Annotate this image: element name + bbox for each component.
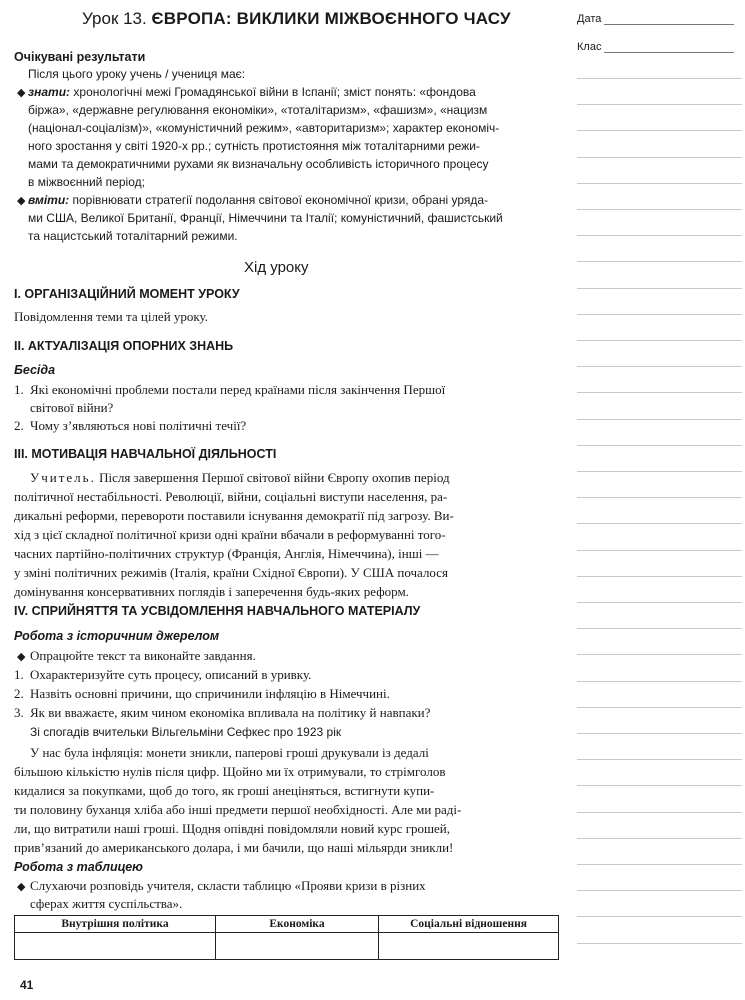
page-number: 41 — [20, 978, 34, 992]
table-header-row — [15, 916, 559, 933]
note-line — [577, 445, 742, 446]
bullet-icon: ◆ — [17, 651, 26, 663]
source-line-6: прив’язаний до американського долара, і ми бачили, що наші мільярди зникли! — [14, 840, 454, 855]
s3-line-5: часних партійно-політичних структур (Франція, Англія, Німеччина), інші — — [14, 546, 439, 561]
section-1-text: Повідомлення теми та цілей уроку. — [14, 309, 208, 324]
section-1-title: І. ОРГАНІЗАЦІЙНИЙ МОМЕНТ УРОКУ — [14, 287, 240, 301]
note-line — [577, 183, 742, 184]
speaker-label: Учитель. — [30, 470, 96, 485]
note-line — [577, 785, 742, 786]
s4-item-1-num: 1. — [14, 667, 24, 682]
outcomes-heading: Очікувані результати — [14, 50, 146, 64]
note-line — [577, 733, 742, 734]
know-line-4: ного зростання у світі 1920-х рр.; сутність протистояння між тоталітарними режи- — [28, 139, 480, 153]
table-row — [15, 933, 559, 960]
source-line-4: ти половину буханця хліба або інші предмети першої необхідності. Але ми раді- — [14, 802, 462, 817]
table-header-cell: Внутрішня політика — [15, 916, 216, 933]
s3-line-6: у зміні політичних режимів (Італія, країни Східної Європи). У США почалося — [14, 565, 449, 580]
source-line-2: більшою кількістю нулів після цифр. Щойно ми їх отримували, то стрімголов — [14, 764, 446, 779]
note-line — [577, 340, 742, 341]
section-3-title: ІІІ. МОТИВАЦІЯ НАВЧАЛЬНОЇ ДІЯЛЬНОСТІ — [14, 447, 277, 461]
s4-item-2-num: 2. — [14, 686, 24, 701]
table-task-line-2: сферах життя суспільства». — [30, 896, 183, 911]
note-line — [577, 419, 742, 420]
s4-task: Опрацюйте текст та виконайте завдання. — [30, 648, 256, 663]
note-line — [577, 261, 742, 262]
s4-item-3: Як ви вважаєте, яким чином економіка впливала на політику й навпаки? — [30, 705, 431, 720]
note-line — [577, 235, 742, 236]
table-cell[interactable] — [216, 933, 379, 960]
note-line — [577, 628, 742, 629]
s3-line-3: дикальні реформи, перевороти поставили існування демократії під загрозу. Ви- — [14, 508, 454, 523]
note-line — [577, 209, 742, 210]
table-cell[interactable] — [379, 933, 559, 960]
note-line — [577, 602, 742, 603]
s4-item-3-num: 3. — [14, 705, 24, 720]
note-line — [577, 104, 742, 105]
note-line — [577, 838, 742, 839]
note-line — [577, 157, 742, 158]
s3-line-7: домінування консервативних поглядів і заперечення будь-яких реформ. — [14, 584, 409, 599]
section-4-title: IV. СПРИЙНЯТТЯ ТА УСВІДОМЛЕННЯ НАВЧАЛЬНОГО МАТЕРІАЛУ — [14, 604, 421, 618]
know-label: знати: — [28, 85, 71, 99]
source-line-5: ли, що витратили наші гроші. Щодня опівдні повідомляли новий курс грошей, — [14, 821, 451, 836]
main-column — [14, 0, 562, 1000]
know-line-6: в міжвоєнний період; — [28, 175, 145, 189]
note-line — [577, 576, 742, 577]
section-4-sub-1: Робота з історичним джерелом — [14, 629, 220, 643]
course-heading: Хід уроку — [244, 259, 309, 276]
table-task-line-1: Слухаючи розповідь учителя, скласти таблицю «Прояви кризи в різних — [30, 878, 426, 893]
q2-number: 2. — [14, 418, 24, 433]
s4-item-2: Назвіть основні причини, що спричинили інфляцію в Німеччині. — [30, 686, 390, 701]
bullet-icon: ◆ — [17, 195, 26, 207]
note-line — [577, 130, 742, 131]
note-line — [577, 864, 742, 865]
section-4-sub-2: Робота з таблицею — [14, 860, 143, 874]
know-line-1 — [28, 85, 476, 99]
note-line — [577, 759, 742, 760]
source-line-1: У нас була інфляція: монети зникли, паперові гроші друкували із дедалі — [30, 745, 429, 760]
section-2-title: ІІ. АКТУАЛІЗАЦІЯ ОПОРНИХ ЗНАНЬ — [14, 339, 234, 353]
date-underline[interactable] — [604, 12, 734, 25]
s3-line-1 — [30, 470, 450, 486]
q1-number: 1. — [14, 382, 24, 397]
note-line — [577, 681, 742, 682]
section-2-sub: Бесіда — [14, 363, 56, 377]
table-cell[interactable] — [15, 933, 216, 960]
know-line-2: біржа», «державне регулювання економіки», «тоталітаризм», «фашизм», «нацизм — [28, 103, 488, 117]
bullet-icon: ◆ — [17, 87, 26, 99]
note-line — [577, 943, 742, 944]
date-field[interactable] — [577, 12, 734, 25]
q1-line-2: світової війни? — [30, 400, 114, 415]
date-label: Дата — [577, 13, 602, 25]
note-line — [577, 366, 742, 367]
note-line — [577, 523, 742, 524]
note-line — [577, 654, 742, 655]
s3-line-2: політичної нестабільності. Революції, війни, соціальні виступи населення, ра- — [14, 489, 448, 504]
class-label: Клас — [577, 41, 602, 53]
bullet-icon: ◆ — [17, 881, 26, 893]
know-text-1: хронологічні межі Громадянської війни в Іспанії; зміст понять: «фондова — [73, 85, 476, 99]
table-header-cell: Економіка — [216, 916, 379, 933]
skills-text-1: порівнювати стратегії подолання світової економічної кризи, обрані уряда- — [72, 193, 489, 207]
lesson-title — [82, 9, 511, 29]
note-line — [577, 916, 742, 917]
lesson-prefix: Урок 13. — [82, 9, 147, 28]
notes-sidebar — [572, 0, 745, 1000]
note-line — [577, 890, 742, 891]
skills-line-2: ми США, Великої Британії, Франції, Німеччини та Італії; комуністичний, фашистський — [28, 211, 503, 225]
note-line — [577, 471, 742, 472]
skills-line-1 — [28, 193, 488, 207]
skills-line-3: та нацистський тоталітарний режими. — [28, 229, 238, 243]
table-header-cell: Соціальні відношення — [379, 916, 559, 933]
know-line-5: мами та демократичними рухами як визначальну особливість історичного процесу — [28, 157, 489, 171]
skills-label: вміти: — [28, 193, 70, 207]
s3-text-1: Після завершення Першої світової війни Європу охопив період — [99, 470, 450, 485]
note-line — [577, 78, 742, 79]
note-line — [577, 550, 742, 551]
q1-line-1: Які економічні проблеми постали перед країнами після закінчення Першої — [30, 382, 446, 397]
know-line-3: (націонал-соціалізм)», «комуністичний режим», «авторитаризм»; характер економіч- — [28, 121, 500, 135]
source-line-3: кидалися за покупками, щоб до того, як гроші анеціняться, встигнути купи- — [14, 783, 435, 798]
note-line — [577, 288, 742, 289]
class-field[interactable] — [577, 40, 734, 53]
note-line — [577, 812, 742, 813]
note-line — [577, 707, 742, 708]
note-line — [577, 392, 742, 393]
class-underline[interactable] — [604, 40, 734, 53]
s4-item-1: Охарактеризуйте суть процесу, описаний в уривку. — [30, 667, 312, 682]
note-line — [577, 497, 742, 498]
outcomes-intro: Після цього уроку учень / учениця має: — [28, 67, 246, 81]
crisis-table — [14, 915, 559, 960]
source-title: Зі спогадів вчительки Вільгельміни Сефкес про 1923 рік — [30, 725, 342, 739]
note-line — [577, 314, 742, 315]
q2-text: Чому з’являються нові політичні течії? — [30, 418, 247, 433]
s3-line-4: хід з цієї складної політичної кризи одні країни вбачали в реформуванні того- — [14, 527, 446, 542]
lesson-heading: ЄВРОПА: ВИКЛИКИ МІЖВОЄННОГО ЧАСУ — [151, 9, 511, 28]
